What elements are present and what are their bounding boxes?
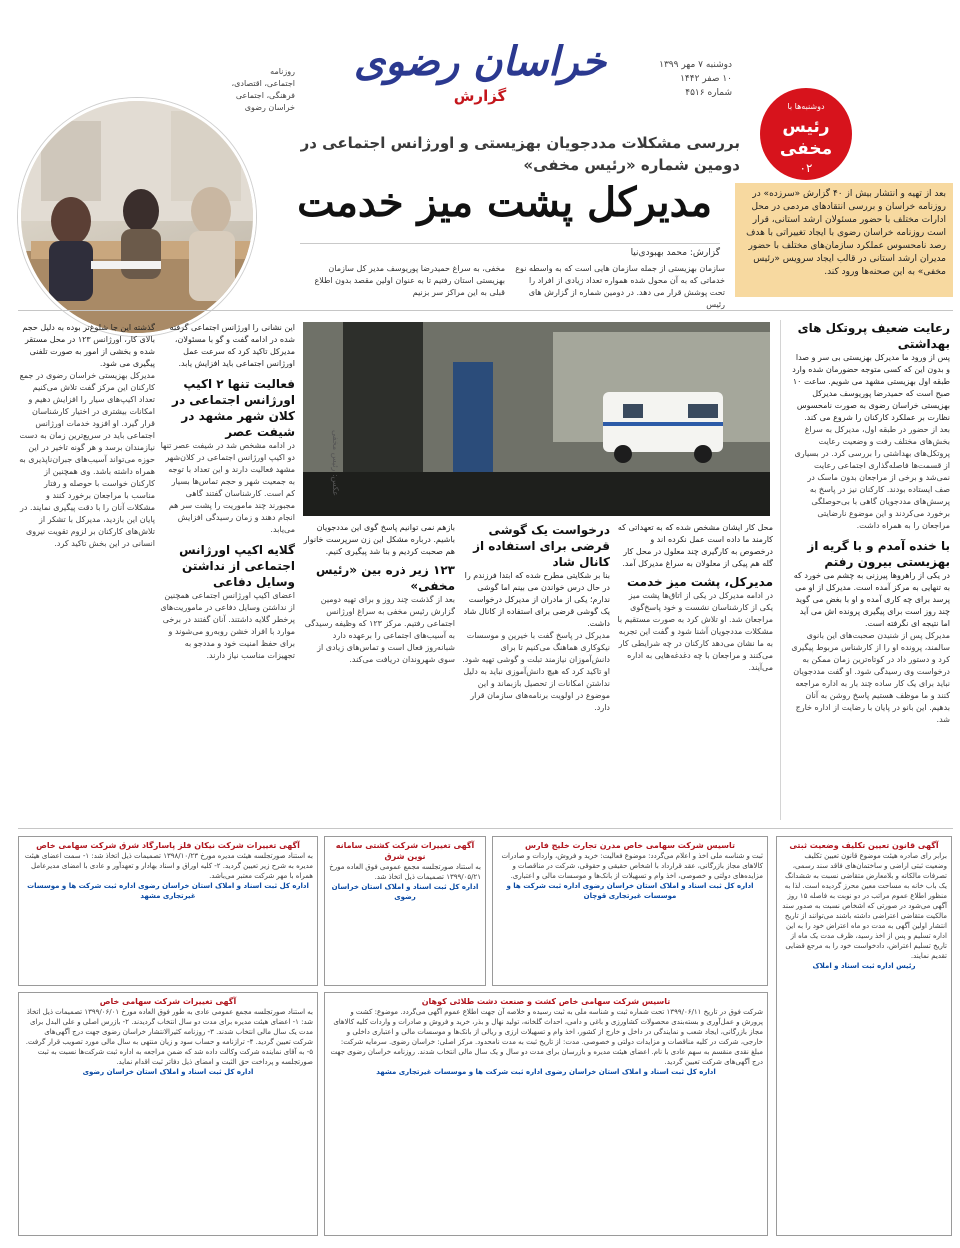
subhead-123: ۱۲۳ زیر ذره بین «رئیس مخفی»	[316, 563, 455, 593]
legal-notice-4-footer: اداره کل ثبت اسناد و املاک استان خراسان رضوی اداره ثبت شرکت ها و موسسات غیرتجاری قوچان	[506, 882, 754, 900]
legal-notice-1-footer: اداره کل ثبت اسناد و املاک استان خراسان رضوی اداره ثبت شرکت ها و موسسات غیرتجاری مشهد	[27, 882, 309, 900]
column-5: این نشانی را اورژانس اجتماعی گرفته شده در ادامه گفت و گو با مسئولان، مدیرکل تاکید کرد که سرعت عمل اورژانس اجتماعی باید افزایش یابد. فعالیت تنها ۲ اکیپ اورژانس اجتماعی در کلان شهر مشهد در شیفت عصر در ادامه مشخص شد در شیفت عصر تنها دو اکیپ اورژانس اجتماعی در کلان‌شهر مشهد فعالیت دارند و این تعداد با توجه به جمعیت شهر و حجم تماس‌ها بسیار کم است. کارشناسان گفتند گاهی مجبورند چند ماموریت را پشت سر هم انجام دهند و زمان رسیدگی افزایش می‌یابد. گلایه اکیپ اورژانس اجتماعی از نداشتن وسایل دفاعی اعضای اکیپ اورژانس اجتماعی همچنین از نداشتن وسایل دفاعی در ماموریت‌های پرخطر گلایه داشتند. آنان گفتند در برخی موارد با افراد خشن روبه‌رو می‌شوند و برای حفظ امنیت خود و مددجو به تجهیزات مناسب نیاز دارند.	[160, 323, 295, 660]
subhead-desk: مدیرکل، پشت میز خدمت	[626, 575, 773, 589]
masthead	[350, 38, 610, 118]
office-photo	[18, 98, 256, 336]
column-1-text: پس از ورود ما مدیرکل بهزیستی بی سر و صدا و بدون این که کسی متوجه حضورمان شده وارد طبقه اول بهزیستی مشهد می شویم. ساعت ۱۰ صبح است که حمیدرضا پوریوسف مدیرکل بهزیستی خراسان رضوی به صورت نامحسوس نظارت بر عملکرد کارکنان را شروع می کند.	[792, 353, 950, 422]
series-badge	[760, 88, 852, 180]
column-7-text: گذشته این جا شلوغ‌تر بوده به دلیل حجم بالای کار، اورژانس ۱۲۳ در محل مستقر شده و بخشی از امور به صورت تلفنی پیگیری می شود.	[22, 323, 155, 368]
column-4-text: بنا بر شکایتی مطرح شده که ابتدا فرزندم را در حال درس خواندن می بینم اما گوشی ندارم؛ یکی از مادران از مدیرکل درخواست یک گوشی قرضی برای استفاده از کانال شاد داشت.	[463, 571, 610, 628]
article-kicker: بررسی مشکلات مددجویان بهزیستی و اورژانس اجتماعی در دومین شماره «رئیس مخفی»	[300, 134, 740, 174]
column-divider	[780, 320, 781, 820]
subhead-laugh-cry: با خنده آمدم و با گریه از بهزیستی بیرون رفتم	[807, 539, 950, 569]
ambulance-photo-illustration	[303, 322, 770, 516]
section-divider	[18, 310, 953, 311]
newspaper-logo: خراسان رضوی	[353, 38, 607, 85]
subhead-protocols: رعایت ضعیف پروتکل های بهداشتی	[797, 321, 950, 351]
legal-notice-6: تاسیس شرکت سهامی خاص کشت و صنعت دشت طلائی کوهان شرکت فوق در تاریخ ۱۳۹۹/۰۶/۱۱ تحت شماره ثبت و شناسه ملی به ثبت رسیده و خلاصه آن جهت اطلاع عموم آگهی می‌گردد. موضوع: کشت و پرورش و عمل‌آوری و بسته‌بندی محصولات کشاورزی و باغی و دامی، احداث گلخانه، تولید نهال و بذر، خرید و فروش و صادرات و واردات کلیه کالاهای مجاز بازرگانی، ایجاد شعب و نمایندگی در داخل و خارج از کشور، اخذ وام و تسهیلات ارزی و ریالی از بانک‌ها و موسسات مالی و اعتباری داخلی و خارجی، شرکت در کلیه مناقصات و مزایدات دولتی و خصوصی. مدت: از تاریخ ثبت به مدت نامحدود. مرکز اصلی: خراسان رضوی. سرمایه شرکت: مبلغ نقدی منقسم به سهم عادی با نام. اعضای هیئت مدیره و بازرسان برای مدت دو سال و یک سال مالی انتخاب شدند. روزنامه خراسان رضوی جهت درج آگهی‌های شرکت تعیین گردید. اداره کل ثبت اسناد و املاک استان خراسان رضوی اداره ثبت شرکت ها و موسسات غیرتجاری مشهد	[324, 992, 768, 1236]
subhead-phone: درخواست یک گوشی قرضی برای استفاده از کانال شاد	[473, 523, 610, 569]
legal-notice-3: تاسیس شرکت سهامی خاص مدرن تجارت خلیج فارس ثبت و شناسه ملی اخذ و اعلام می‌گردد: موضوع فعالیت: خرید و فروش، واردات و صادرات کالاهای مجاز بازرگانی، عقد قرارداد با اشخاص حقیقی و حقوقی، شرکت در مناقصات و مزایده‌های دولتی و خصوصی، اخذ وام و تسهیلات از بانک‌ها و موسسات مالی و اعتباری. اداره کل ثبت اسناد و املاک استان خراسان رضوی اداره ثبت شرکت ها و موسسات غیرتجاری قوچان	[492, 836, 768, 986]
issue-info	[622, 58, 732, 100]
legal-notice-1-title: آگهی تغییرات شرکت نیکان فلز پاسارگاد شرق شرکت سهامی خاص	[36, 841, 300, 850]
legal-notice-5: آگهی تغییرات شرکت سهامی خاص به استناد صورتجلسه مجمع عمومی عادی به طور فوق العاده مورخ ۱۳۹۹/۰۶/۰۱ تصمیمات ذیل اتخاذ شد: ۱- اعضای هیئت مدیره برای مدت دو سال انتخاب گردیدند. ۲- بازرس اصلی و علی البدل برای مدت یک سال مالی انتخاب شدند. ۳- روزنامه کثیرالانتشار خراسان رضوی جهت درج آگهی‌های شرکت تعیین گردید. ۴- ترازنامه و حساب سود و زیان منتهی به سال مالی مورد تصویب قرار گرفت. ۵- به آقای نماینده شرکت وکالت داده شد که ضمن مراجعه به اداره ثبت شرکت‌ها نسبت به ثبت صورتجلسه و پرداخت حق الثبت و امضای ذیل دفاتر ثبت اقدام نماید. اداره کل ثبت اسناد و املاک استان خراسان رضوی	[18, 992, 318, 1236]
legal-notice-1: آگهی تغییرات شرکت نیکان فلز پاسارگاد شرق شرکت سهامی خاص به استناد صورتجلسه هیئت مدیره مورخ ۱۳۹۸/۱۰/۲۳ تصمیمات ذیل اتخاذ شد: ۱- سمت اعضای هیئت مدیره به شرح زیر تعیین گردید. ۲- کلیه اوراق و اسناد بهادار و تعهدآور و عادی با امضای مدیرعامل همراه با مهر شرکت معتبر می‌باشد. اداره کل ثبت اسناد و املاک استان خراسان رضوی اداره ثبت شرکت ها و موسسات غیرتجاری مشهد	[18, 836, 318, 986]
column-1: رعایت ضعیف پروتکل های بهداشتی پس از ورود ما مدیرکل بهزیستی بی سر و صدا و بدون این که کسی متوجه حضورمان شده وارد طبقه اول بهزیستی مشهد می شویم. ساعت ۱۰ صبح است که حمیدرضا پوریوسف مدیرکل بهزیستی خراسان رضوی به صورت نامحسوس نظارت بر عملکرد کارکنان را شروع می کند. بعد از حضور در طبقه اول، مدیرکل به سراغ بخش‌های مختلف رفت و وضعیت رعایت پروتکل‌های بهداشتی را بررسی کرد. در بسیاری از قسمت‌ها فاصله‌گذاری اجتماعی رعایت نمی‌شد و برخی از مراجعان بدون ماسک در صف ایستاده بودند. کارکنان نیز در پاسخ به پرسش‌های مددجویان گاهی با بی‌حوصلگی برخورد می‌کردند و این موضوع نارضایتی مراجعان را به همراه داشت. با خنده آمدم و با گریه از بهزیستی بیرون رفتم در یکی از راهروها پیرزنی به چشم می خورد که به تنهایی به مرکز آمده است. مدیرکل از او می پرسد برای چه کاری آمده و او با بغض می گوید چند روز است برای پیگیری پرونده اش می آید اما نتیجه ای نگرفته است. مدیرکل پس از شنیدن صحبت‌های این بانوی سالمند، پرونده او را از کارشناس مربوط پیگیری کرد و دستور داد در کوتاه‌ترین زمان ممکن به درخواست وی رسیدگی شود. او گفت مددجویان نباید برای یک کار ساده چند بار به اداره مراجعه کنند و ما موظف هستیم پاسخ روشن به آنان بدهیم. این بانو در پایان با رضایت از اداره خارج شد.	[791, 321, 950, 724]
daily-region: خراسان رضوی	[244, 103, 295, 112]
article-lede: بعد از تهیه و انتشار بیش از ۴۰ گزارش «سرزده» در روزنامه خراسان و بررسی انتقادهای مردمی در محل ادارات مختلف با حضور مسئولان ارشد استانی، قرار است روزنامه خراسان رضوی با ایجاد تغییراتی با هدف رصد نامحسوس عملکرد سازمان‌های مختلف با حضور مدیران ارشد استانی در قالب ایجاد سرویس «رئیس مخفی» به این صحنه‌ها ورود کند.	[735, 183, 953, 297]
reporter-byline: گزارش: محمد بهبودی‌نیا	[300, 243, 720, 260]
ambulance-photo	[303, 322, 770, 516]
series-badge-number: ۰۲	[799, 161, 813, 175]
legal-notice-2-title: آگهی تغییرات شرکت کشتی سامانه نوین شرق	[335, 841, 475, 861]
column-3-text: محل کار ایشان مشخص شده که به تعهداتی که کارمند ما داده است عمل نکرده اند و درخصوص به کارگیری چند معلول در محل کار گله هم پیکی از معلولان به سراغ مدیرکل آمد.	[617, 523, 773, 568]
issue-date: دوشنبه ۷ مهر ۱۳۹۹	[659, 60, 732, 70]
article-headline: مدیرکل پشت میز خدمت	[297, 179, 712, 226]
legal-notice-5-footer: اداره کل ثبت اسناد و املاک استان خراسان رضوی	[82, 1068, 254, 1076]
daily-info	[205, 66, 295, 114]
column-4: بازهم نمی توانیم پاسخ گوی این مددجویان باشیم. درباره مشکل این زن سرپرست خانوار هم صحبت کردیم و بنا شد پیگیری کنیم. ۱۲۳ زیر ذره بین «رئیس مخفی» بعد از گذشت چند روز و برای تهیه دومین گزارش رئیس مخفی به سراغ اورژانس اجتماعی رفتیم. مرکز ۱۲۳ که وظیفه رسیدگی به آسیب‌های اجتماعی را برعهده دارد شبانه‌روز فعال است و تماس‌های زیادی از سوی شهروندان دریافت می‌کند.	[303, 523, 455, 664]
photo-caption: عکس: رئیس مخفی	[331, 430, 340, 497]
legal-notice-6-footer: اداره کل ثبت اسناد و املاک استان خراسان رضوی اداره ثبت شرکت ها و موسسات غیرتجاری مشهد	[376, 1068, 716, 1076]
subhead-teams: فعالیت تنها ۲ اکیپ اورژانس اجتماعی در کلان شهر مشهد در شیفت عصر	[172, 377, 295, 439]
column-5-text: بازهم نمی توانیم پاسخ گوی این مددجویان باشیم. درباره مشکل این زن سرپرست خانوار هم صحبت کردیم و بنا شد پیگیری کنیم.	[303, 523, 455, 556]
legal-notice-2-footer: اداره کل ثبت اسناد و املاک استان خراسان رضوی	[331, 883, 479, 901]
daily-tagline: اجتماعی، اقتصادی، فرهنگی، اجتماعی	[231, 79, 295, 100]
issue-hijri-date: ۱۰ صفر ۱۴۴۲	[680, 74, 732, 84]
column-2: محل کار ایشان مشخص شده که به تعهداتی که کارمند ما داده است عمل نکرده اند و درخصوص به کارگیری چند معلول در محل کار گله هم پیکی از معلولان به سراغ مدیرکل آمد. مدیرکل، پشت میز خدمت در ادامه مدیرکل در یکی از اتاق‌ها پشت میز یکی از کارشناسان نشست و خود پاسخ‌گوی مراجعان شد. او تلاش کرد به صورت مستقیم با مشکلات مددجویان آشنا شود و گفت این تجربه به ما نشان می‌دهد کارکنان در چه شرایطی کار می‌کنند و مراجعان با چه دغدغه‌هایی به اداره می‌آیند.	[615, 522, 773, 820]
column-6: گذشته این جا شلوغ‌تر بوده به دلیل حجم بالای کار، اورژانس ۱۲۳ در محل مستقر شده و بخشی از امور به صورت تلفنی پیگیری می شود. مدیرکل بهزیستی خراسان رضوی در جمع کارکنان این مرکز گفت تلاش می‌کنیم تعداد اکیپ‌های سیار را افزایش دهیم و امکانات بیشتری در اختیار کارشناسان قرار گیرد. او افزود خدمات اورژانس اجتماعی باید در سریع‌ترین زمان به دست نیازمندان برسد و هر گونه تاخیر در این حوزه می‌تواند آسیب‌های جبران‌ناپذیری به همراه داشته باشد. وی همچنین از کارکنان خواست با حوصله و رفتار مناسب با مراجعان برخورد کنند و مشکلات آنان را با دقت پیگیری نمایند. در پایان این بازدید، مدیرکل با تشکر از تلاش‌های کارکنان بر لزوم تقویت نیروی انسانی در این بخش تاکید کرد.	[19, 323, 155, 548]
issue-number: شماره ۴۵۱۶	[685, 88, 732, 98]
legal-notice-7-title: آگهی قانون تعیین تکلیف وضعیت ثبتی	[789, 841, 939, 850]
column-6-text: این نشانی را اورژانس اجتماعی گرفته شده در ادامه گفت و گو با مسئولان، مدیرکل تاکید کرد که سرعت عمل اورژانس اجتماعی باید افزایش یابد.	[169, 323, 295, 368]
legal-notice-2: آگهی تغییرات شرکت کشتی سامانه نوین شرق به استناد صورتجلسه مجمع عمومی فوق العاده مورخ ۱۳۹۹/۰۵/۲۱ تصمیمات ذیل اتخاذ شد. اداره کل ثبت اسناد و املاک استان خراسان رضوی	[324, 836, 486, 986]
column-3: درخواست یک گوشی قرضی برای استفاده از کانال شاد بنا بر شکایتی مطرح شده که ابتدا فرزندم را در حال درس خواندن می بینم اما گوشی ندارم؛ یکی از مادران از مدیرکل درخواست یک گوشی قرضی برای استفاده از کانال شاد داشت. مدیرکل در پاسخ گفت با خیرین و موسسات نیکوکاری هماهنگ می‌کنیم تا برای دانش‌آموزان نیازمند تبلت و گوشی تهیه شود. او تاکید کرد که هیچ دانش‌آموزی نباید به دلیل نداشتن امکانات از تحصیل بازبماند و این موضوع در اولویت برنامه‌های سازمان قرار دارد.	[460, 522, 610, 820]
legal-notice-4-title: تاسیس شرکت سهامی خاص مدرن تجارت خلیج فارس	[524, 841, 735, 850]
legal-notice-3-alt	[324, 836, 332, 842]
legal-notice-5-title: آگهی تغییرات شرکت سهامی خاص	[99, 997, 237, 1006]
office-photo-illustration	[21, 101, 256, 336]
section-label: گزارش	[453, 87, 507, 105]
intro-right: سازمان بهزیستی از جمله سازمان هایی است که به واسطه نوع خدماتی که به آن محول شده همواره تعداد زیادی از افراد را تحت پوشش قرار می دهد. در دومین شماره از گزارش های رئیس	[515, 264, 725, 309]
series-badge-tag: دوشنبه‌ها با	[787, 102, 825, 111]
series-badge-name: رئیس مخفی	[779, 117, 833, 159]
legal-notice-6-title: تاسیس شرکت سهامی خاص کشت و صنعت دشت طلائی کوهان	[421, 997, 671, 1006]
ads-divider	[18, 828, 953, 829]
subhead-defense: گلایه اکیپ اورژانس اجتماعی از نداشتن وسایل دفاعی	[179, 543, 295, 589]
column-2-text: در یکی از راهروها پیرزنی به چشم می خورد که به تنهایی به مرکز آمده است. مدیرکل از او می پرسد برای چه کاری آمده و او با بغض می گوید چند روز است برای پیگیری پرونده اش می آید اما نتیجه ای نگرفته است.	[793, 571, 950, 628]
intro-left: مخفی، به سراغ حمیدرضا پوریوسف مدیر کل سازمان بهزیستی استان رفتیم تا به عنوان اولین مقصد بدون اطلاع قبلی به این مراکز سر بزنیم	[314, 264, 505, 297]
daily-label: روزنامه	[270, 67, 295, 76]
legal-notice-7-footer: رئیس اداره ثبت اسناد و املاک	[812, 962, 916, 970]
legal-notice-4: آگهی قانون تعیین تکلیف وضعیت ثبتی برابر رای صادره هیئت موضوع قانون تعیین تکلیف وضعیت ثبتی اراضی و ساختمان‌های فاقد سند رسمی، تصرفات مالکانه و بلامعارض متقاضی نسبت به ششدانگ یک باب خانه به مساحت معین محرز گردیده است. لذا به منظور اطلاع عموم مراتب در دو نوبت به فاصله ۱۵ روز آگهی می‌شود در صورتی که اشخاص نسبت به صدور سند مالکیت متقاضی اعتراضی داشته باشند می‌توانند از تاریخ انتشار اولین آگهی به مدت دو ماه اعتراض خود را به این اداره تسلیم و پس از اخذ رسید، ظرف مدت یک ماه از تاریخ تسلیم اعتراض، دادخواست خود را به مرجع قضایی تقدیم نمایند. رئیس اداره ثبت اسناد و املاک	[776, 836, 952, 1236]
